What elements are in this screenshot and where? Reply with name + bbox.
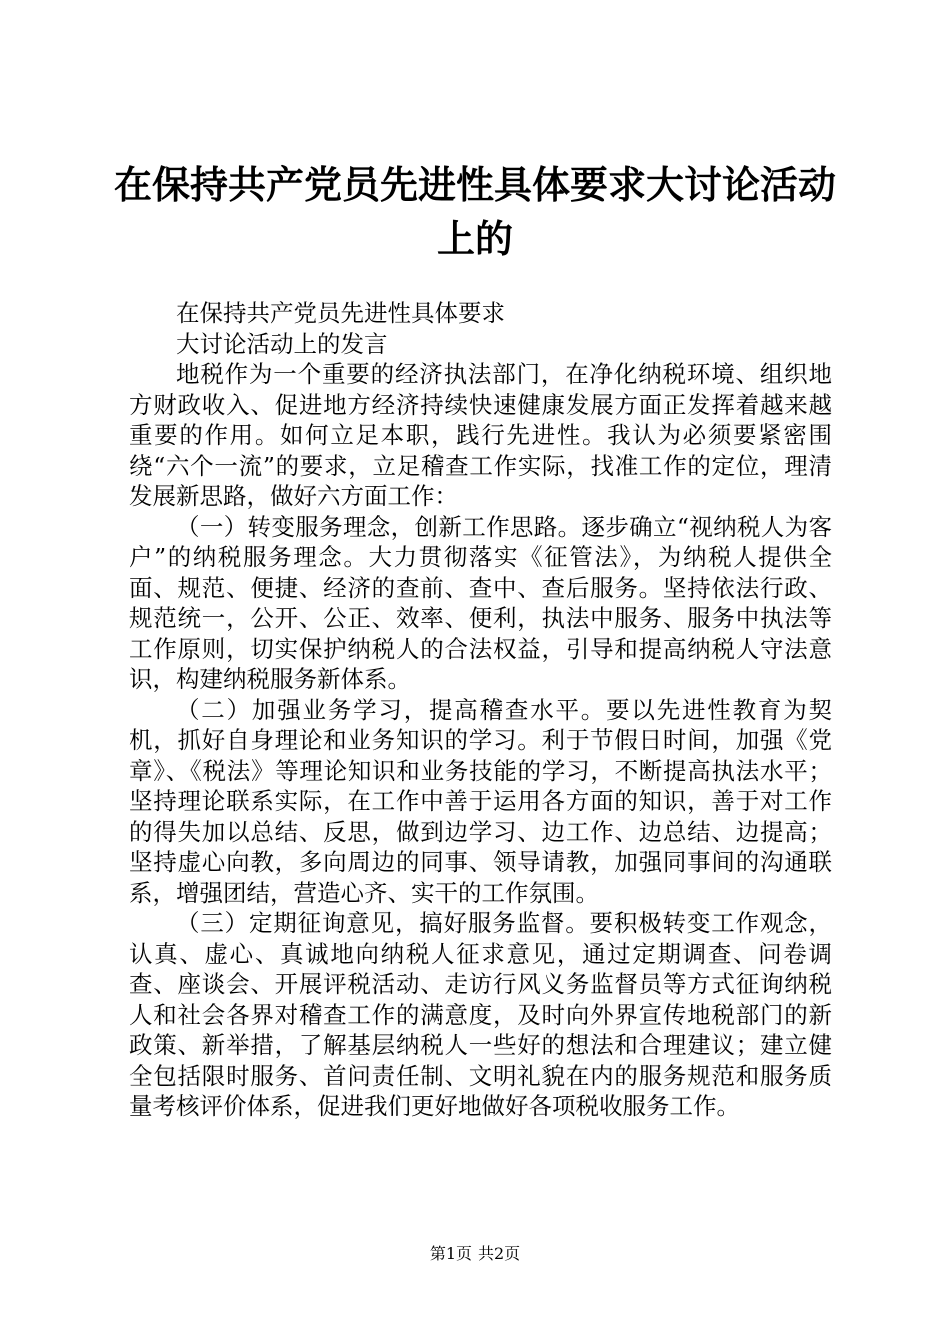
- section-1-paragraph: （一）转变服务理念，创新工作思路。逐步确立“视纳税人为客户”的纳税服务理念。大力贯彻落实《征管法》，为纳税人提供全面、规范、便捷、经济的查前、查中、查后服务。坚持依法行政、规范统一，公开、公正、效率、便利，执法中服务、服务中执法等工作原则，切实保护纳税人的合法权益，引导和提高纳税人守法意识，构建纳税服务新体系。: [129, 512, 832, 693]
- section-2-paragraph: （二）加强业务学习，提高稽查水平。要以先进性教育为契机，抓好自身理论和业务知识的学习。利于节假日时间，加强《党章》、《税法》等理论知识和业务技能的学习，不断提高执法水平；坚持理论联系实际，在工作中善于运用各方面的知识，善于对工作的得失加以总结、反思，做到边学习、边工作、边总结、边提高；坚持虚心向教，多向周边的同事、领导请教，加强同事间的沟通联系，增强团结，营造心齐、实干的工作氛围。: [129, 695, 832, 907]
- section-3-paragraph: （三）定期征询意见，搞好服务监督。要积极转变工作观念，认真、虚心、真诚地向纳税人征求意见，通过定期调查、问卷调查、座谈会、开展评税活动、走访行风义务监督员等方式征询纳税人和社会各界对稽查工作的满意度，及时向外界宣传地税部门的新政策、新举措，了解基层纳税人一些好的想法和合理建议；建立健全包括限时服务、首问责任制、文明礼貌在内的服务规范和服务质量考核评价体系，促进我们更好地做好各项税收服务工作。: [129, 909, 832, 1120]
- document-title: 在保持共产党员先进性具体要求大讨论活动上的: [113, 162, 836, 261]
- document-body: [129, 298, 832, 1122]
- subtitle-line-1: 在保持共产党员先进性具体要求: [176, 299, 505, 327]
- page-total: 共2页: [478, 1244, 521, 1263]
- subtitle-line-2: 大讨论活动上的发言: [176, 329, 388, 358]
- page-number: 第1页: [429, 1244, 472, 1263]
- page-footer: [0, 1243, 950, 1265]
- intro-paragraph: 地税作为一个重要的经济执法部门，在净化纳税环境、组织地方财政收入、促进地方经济持续快速健康发展方面正发挥着越来越重要的作用。如何立足本职，践行先进性。我认为必须要紧密围绕“六个一流”的要求，立足稽查工作实际，找准工作的定位，理清发展新思路，做好六方面工作：: [129, 360, 832, 510]
